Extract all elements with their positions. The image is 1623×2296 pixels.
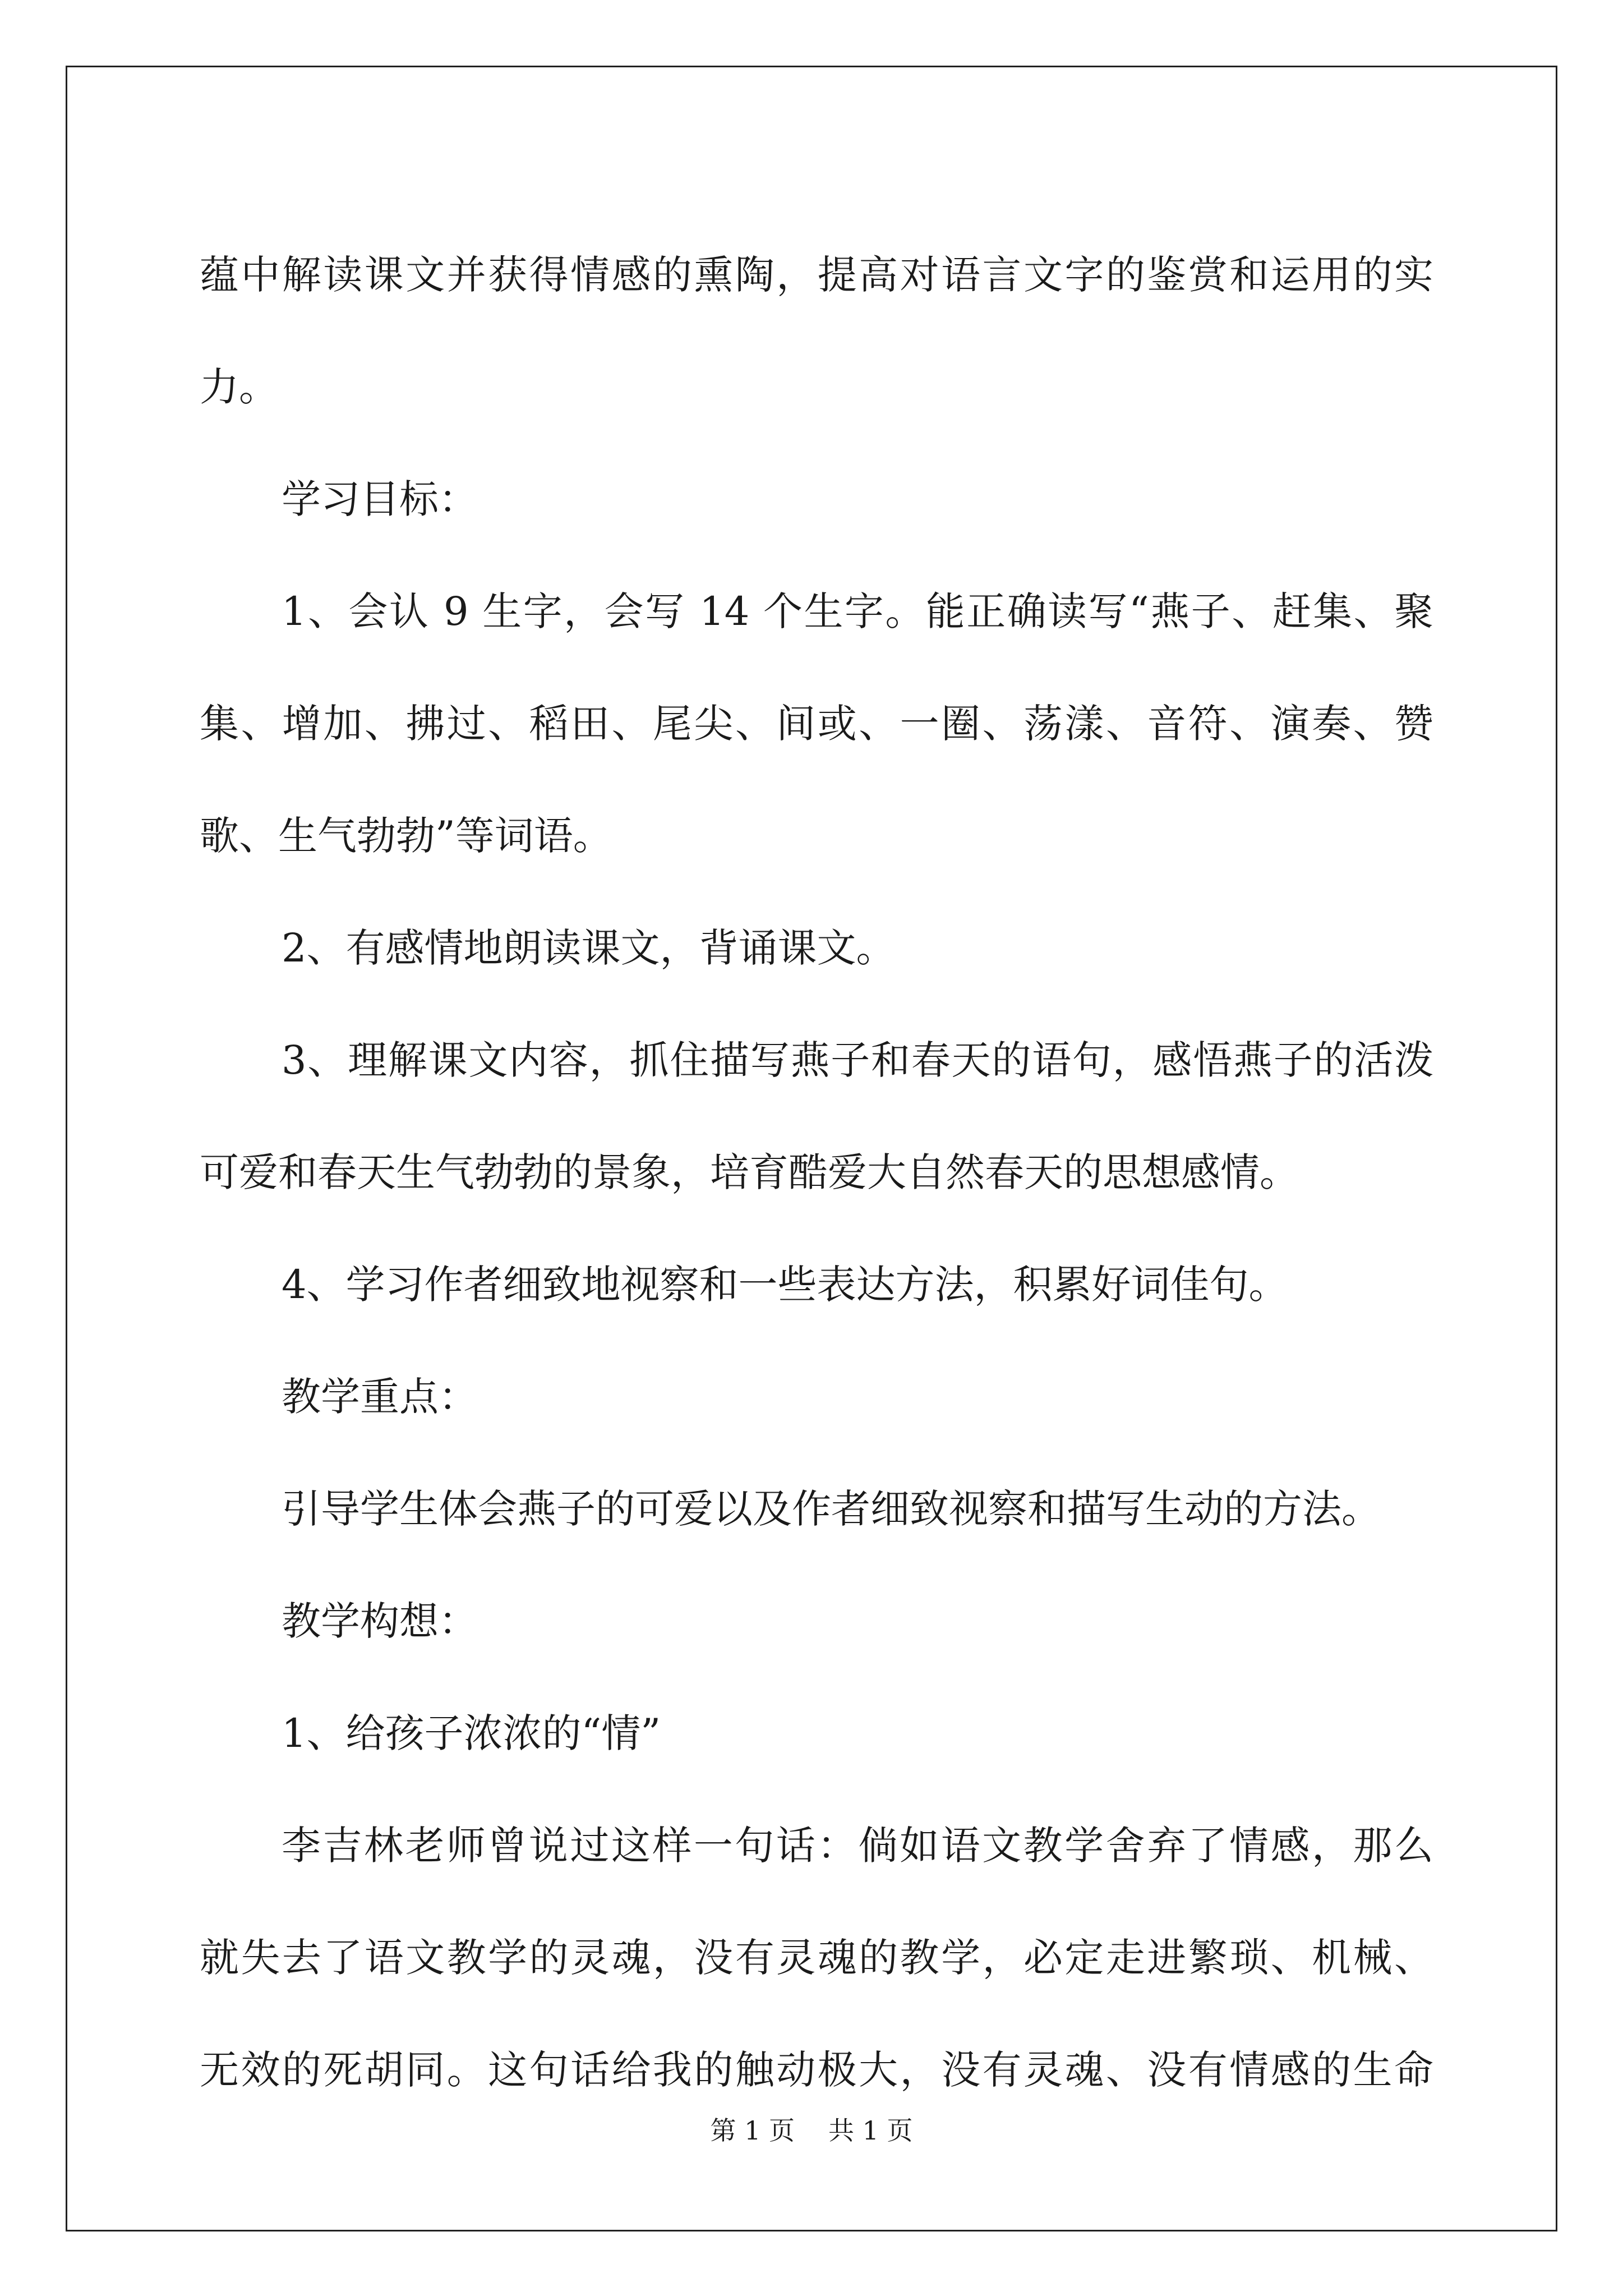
text-line: 无效的死胡同。这句话给我的触动极大，没有灵魂、没有情感的生命 bbox=[200, 2047, 1433, 2093]
text-line: 1、给孩子浓浓的“情” bbox=[282, 1710, 661, 1756]
section-heading-teaching-focus: 教学重点： bbox=[282, 1374, 478, 1420]
text-line: 歌、生气勃勃”等词语。 bbox=[200, 813, 612, 859]
text-line: 集、增加、拂过、稻田、尾尖、间或、一圈、荡漾、音符、演奏、赞 bbox=[200, 701, 1433, 747]
text-line: 李吉林老师曾说过这样一句话：倘如语文教学舍弃了情感，那么 bbox=[282, 1823, 1433, 1869]
page-number-current: 第 1 页 bbox=[710, 2115, 795, 2146]
text-line: 力。 bbox=[200, 364, 278, 410]
section-heading-learning-goals: 学习目标： bbox=[282, 476, 478, 522]
text-line: 4、学习作者细致地视察和一些表达方法，积累好词佳句。 bbox=[282, 1262, 1288, 1308]
text-line: 就失去了语文教学的灵魂，没有灵魂的教学，必定走进繁琐、机械、 bbox=[200, 1935, 1433, 1981]
text-line: 蕴中解读课文并获得情感的熏陶，提高对语言文字的鉴赏和运用的实 bbox=[200, 252, 1433, 298]
page-number-total: 共 1 页 bbox=[828, 2115, 913, 2146]
text-line: 1、会认 9 生字，会写 14 个生字。能正确读写“燕子、赶集、聚 bbox=[282, 588, 1433, 634]
section-heading-teaching-concept: 教学构想： bbox=[282, 1598, 478, 1644]
text-line: 可爱和春天生气勃勃的景象，培育酷爱大自然春天的思想感情。 bbox=[200, 1149, 1299, 1195]
document-body bbox=[200, 219, 1433, 2126]
page-footer bbox=[0, 2110, 1623, 2147]
text-line: 2、有感情地朗读课文，背诵课文。 bbox=[282, 925, 896, 971]
text-line: 引导学生体会燕子的可爱以及作者细致视察和描写生动的方法。 bbox=[282, 1486, 1381, 1532]
text-line: 3、理解课文内容，抓住描写燕子和春天的语句，感悟燕子的活泼 bbox=[282, 1037, 1433, 1083]
